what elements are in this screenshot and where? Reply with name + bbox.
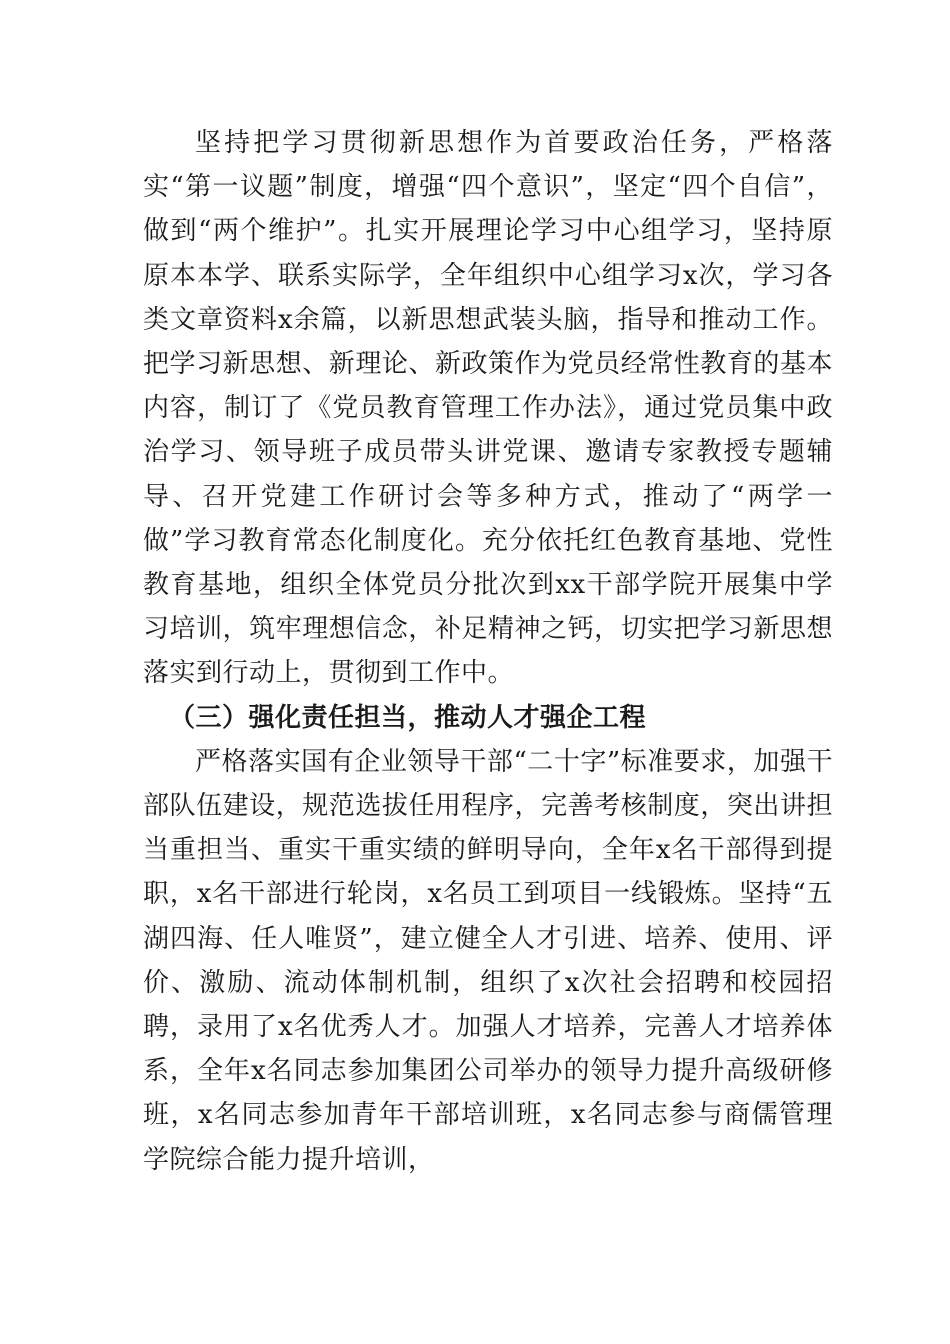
body-paragraph-2: 严格落实国有企业领导干部“二十字”标准要求，加强干部队伍建设，规范选拔任用程序，完善考核制度，突出讲担当重担当、重实干重实绩的鲜明导向，全年x名干部得到提职，x名干部进行轮岗，x名员工到项目一线锻炼。坚持“五湖四海、任人唯贤”，建立健全人才引进、培养、使用、评价、激励、流动体制机制，组织了x次社会招聘和校园招聘，录用了x名优秀人才。加强人才培养，完善人才培养体系，全年x名同志参加集团公司举办的领导力提升高级研修班，x名同志参加青年干部培训班，x名同志参与商儒管理学院综合能力提升培训， xyxy=(143,746,833,1175)
body-paragraph-1: 坚持把学习贯彻新思想作为首要政治任务，严格落实“第一议题”制度，增强“四个意识”，坚定“四个自信”，做到“两个维护”。扎实开展理论学习中心组学习，坚持原原本本学、联系实际学，全年组织中心组学习x次，学习各类文章资料x余篇，以新思想武装头脑，指导和推动工作。把学习新思想、新理论、新政策作为党员经常性教育的基本内容，制订了《党员教育管理工作办法》，通过党员集中政治学习、领导班子成员带头讲党课、邀请专家教授专题辅导、召开党建工作研讨会等多种方式，推动了“两学一做”学习教育常态化制度化。充分依托红色教育基地、党性教育基地，组织全体党员分批次到xx干部学院开展集中学习培训，筑牢理想信念，补足精神之钙，切实把学习新思想落实到行动上，贯彻到工作中。 xyxy=(143,128,833,689)
document-body xyxy=(143,121,833,1182)
section-heading-3: （三）强化责任担当，推动人才强企工程 xyxy=(169,702,647,733)
